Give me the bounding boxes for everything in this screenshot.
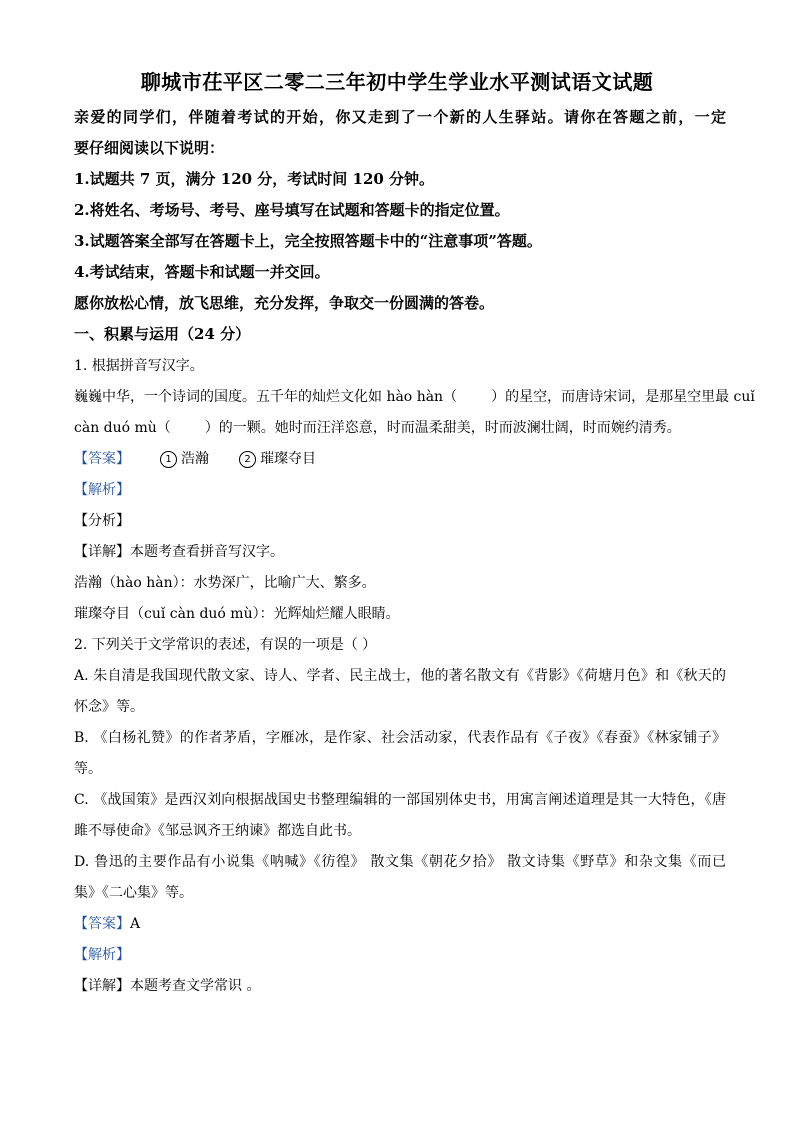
instruction-4: 4.考试结束，答题卡和试题一并交回。 xyxy=(74,263,330,281)
q2-option-a-line-1: A. 朱自清是我国现代散文家、诗人、学者、民主战士，他的著名散文有《背影》《荷塘月色》和《秋天的 xyxy=(74,668,726,684)
instruction-1: 1.试题共 7 页，满分 120 分，考试时间 120 分钟。 xyxy=(74,170,435,188)
q1-note-1: 浩瀚（hào hàn）：水势深广，比喻广大、繁多。 xyxy=(74,575,376,591)
q1-text-line-1 xyxy=(74,387,755,407)
q2-option-c-line-1: C. 《战国策》是西汉刘向根据战国史书整理编辑的一部国别体史书，用寓言阐述道理是其一大特色，《唐 xyxy=(74,792,726,808)
fenxi-tag: 【分析】 xyxy=(74,513,130,529)
intro-line-2: 要仔细阅读以下说明： xyxy=(74,139,225,157)
detail-tag: 【详解】 xyxy=(74,978,130,994)
answer-value: 璀璨夺目 xyxy=(260,451,316,467)
detail-tag: 【详解】 xyxy=(74,544,130,560)
circled-number: 1 xyxy=(160,451,177,468)
q2-stem: 2. 下列关于文学常识的表述，有误的一项是（ ） xyxy=(74,637,377,653)
answer-tag: 【答案】 xyxy=(74,916,130,932)
q2-option-d-line-2: 集》《二心集》等。 xyxy=(74,885,193,901)
q2-option-d-line-1: D. 鲁迅的主要作品有小说集《呐喊》《彷徨》 散文集《朝花夕拾》 散文诗集《野草》和杂文集《而已 xyxy=(74,854,726,870)
answer-value: 浩瀚 xyxy=(181,451,209,467)
q2-answer xyxy=(74,914,726,934)
section-heading: 一、积累与运用（24 分） xyxy=(74,325,251,343)
detail-text: 本题考查看拼音写汉字。 xyxy=(130,544,284,560)
intro-line-1: 亲爱的同学们，伴随着考试的开始，你又走到了一个新的人生驿站。请你在答题之前，一定 xyxy=(74,108,726,126)
q1-text-2a: càn duó mù（ xyxy=(74,420,171,436)
answer-value: A xyxy=(130,916,141,932)
q1-note-2: 璀璨夺目（cuǐ càn duó mù）：光辉灿烂耀人眼睛。 xyxy=(74,606,400,622)
q2-option-c-line-2: 雎不辱使命》《邹忌讽齐王纳谏》都选自此书。 xyxy=(74,823,361,839)
circled-number: 2 xyxy=(239,451,256,468)
q1-text-line-2 xyxy=(74,418,726,438)
q1-text-2b: ）的一颗。她时而汪洋恣意，时而温柔甜美，时而波澜壮阔，时而婉约清秀。 xyxy=(204,420,681,436)
q2-option-a-line-2: 怀念》等。 xyxy=(74,699,144,715)
q2-detail xyxy=(74,976,726,996)
q1-answer xyxy=(74,449,726,469)
instruction-3: 3.试题答案全部写在答题卡上，完全按照答题卡中的“注意事项”答题。 xyxy=(74,232,542,250)
analysis-tag: 【解析】 xyxy=(74,482,130,498)
q1-text-1a: 巍巍中华，一个诗词的国度。五千年的灿烂文化如 hào hàn（ xyxy=(74,389,458,405)
q2-option-b-line-1: B. 《白杨礼赞》的作者茅盾，字雁冰，是作家、社会活动家，代表作品有《子夜》《春蚕》《林家铺子》 xyxy=(74,730,726,746)
detail-text: 本题考查文学常识 。 xyxy=(130,978,261,994)
q2-analysis-tag: 【解析】 xyxy=(74,947,130,963)
page-title: 聊城市茌平区二零二三年初中学生学业水平测试语文试题 xyxy=(140,70,654,94)
q1-stem: 1. 根据拼音写汉字。 xyxy=(74,358,204,374)
q1-detail xyxy=(74,542,726,562)
answer-tag: 【答案】 xyxy=(74,451,130,467)
closing-wish: 愿你放松心情，放飞思维，充分发挥，争取交一份圆满的答卷。 xyxy=(74,294,495,312)
q1-text-1b: ）的星空，而唐诗宋词，是那星空里最 cuǐ xyxy=(491,389,755,405)
q2-option-b-line-2: 等。 xyxy=(74,761,102,777)
instruction-2: 2.将姓名、考场号、考号、座号填写在试题和答题卡的指定位置。 xyxy=(74,201,510,219)
